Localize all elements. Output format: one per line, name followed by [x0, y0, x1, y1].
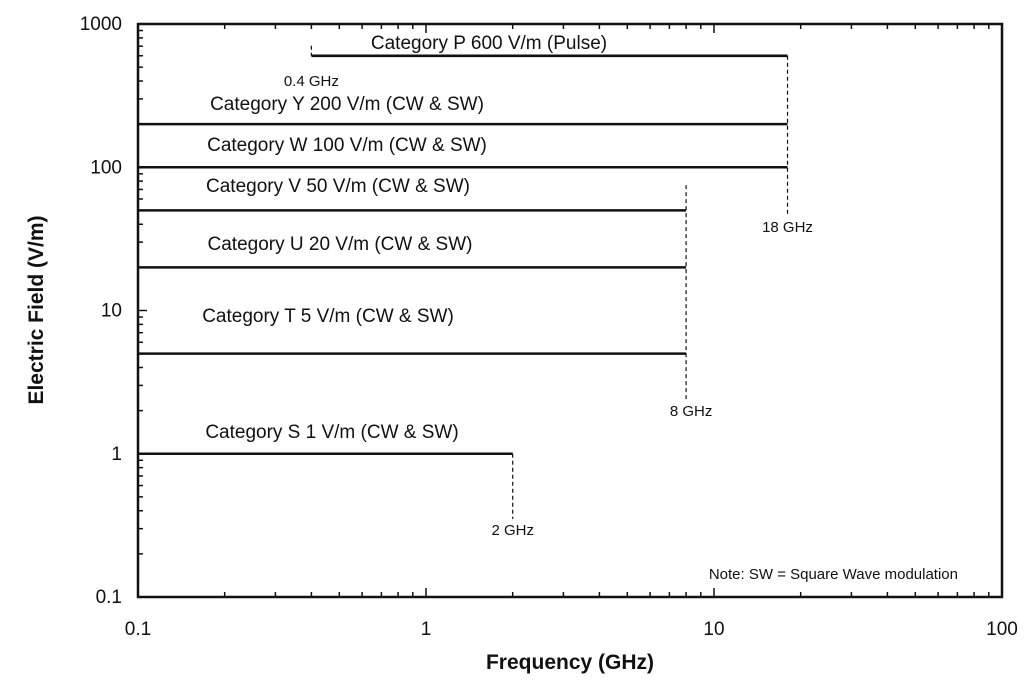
series-label: Category U 20 V/m (CW & SW): [207, 234, 473, 255]
series-label: Category S 1 V/m (CW & SW): [205, 422, 459, 443]
series-label: Category V 50 V/m (CW & SW): [206, 176, 470, 197]
frequency-markers: [284, 46, 813, 539]
series-label: Category T 5 V/m (CW & SW): [202, 306, 454, 327]
series-labels: [202, 33, 607, 443]
series-label: Category P 600 V/m (Pulse): [370, 33, 608, 54]
x-axis-title: Frequency (GHz): [485, 651, 655, 674]
series-label: Category W 100 V/m (CW & SW): [207, 135, 487, 156]
marker-label: 8 GHz: [669, 403, 713, 420]
y-tick-label: 10: [100, 300, 122, 322]
x-tick-label: 1: [420, 619, 432, 640]
y-axis-title: Electric Field (V/m): [25, 215, 48, 405]
y-tick-label: 1000: [79, 14, 122, 35]
y-tick-label: 1: [111, 443, 122, 465]
series-label: Category Y 200 V/m (CW & SW): [210, 94, 484, 115]
marker-label: 0.4 GHz: [283, 73, 339, 90]
x-tick-label: 10: [703, 619, 725, 640]
marker-label: 2 GHz: [491, 522, 534, 539]
note-text: Note: SW = Square Wave modulation: [708, 566, 958, 583]
x-tick-label: 0.1: [124, 619, 152, 640]
y-tick-label: 100: [90, 157, 122, 179]
x-tick-label: 100: [986, 619, 1018, 640]
y-tick-label: 0.1: [95, 587, 122, 608]
marker-label: 18 GHz: [762, 219, 813, 236]
